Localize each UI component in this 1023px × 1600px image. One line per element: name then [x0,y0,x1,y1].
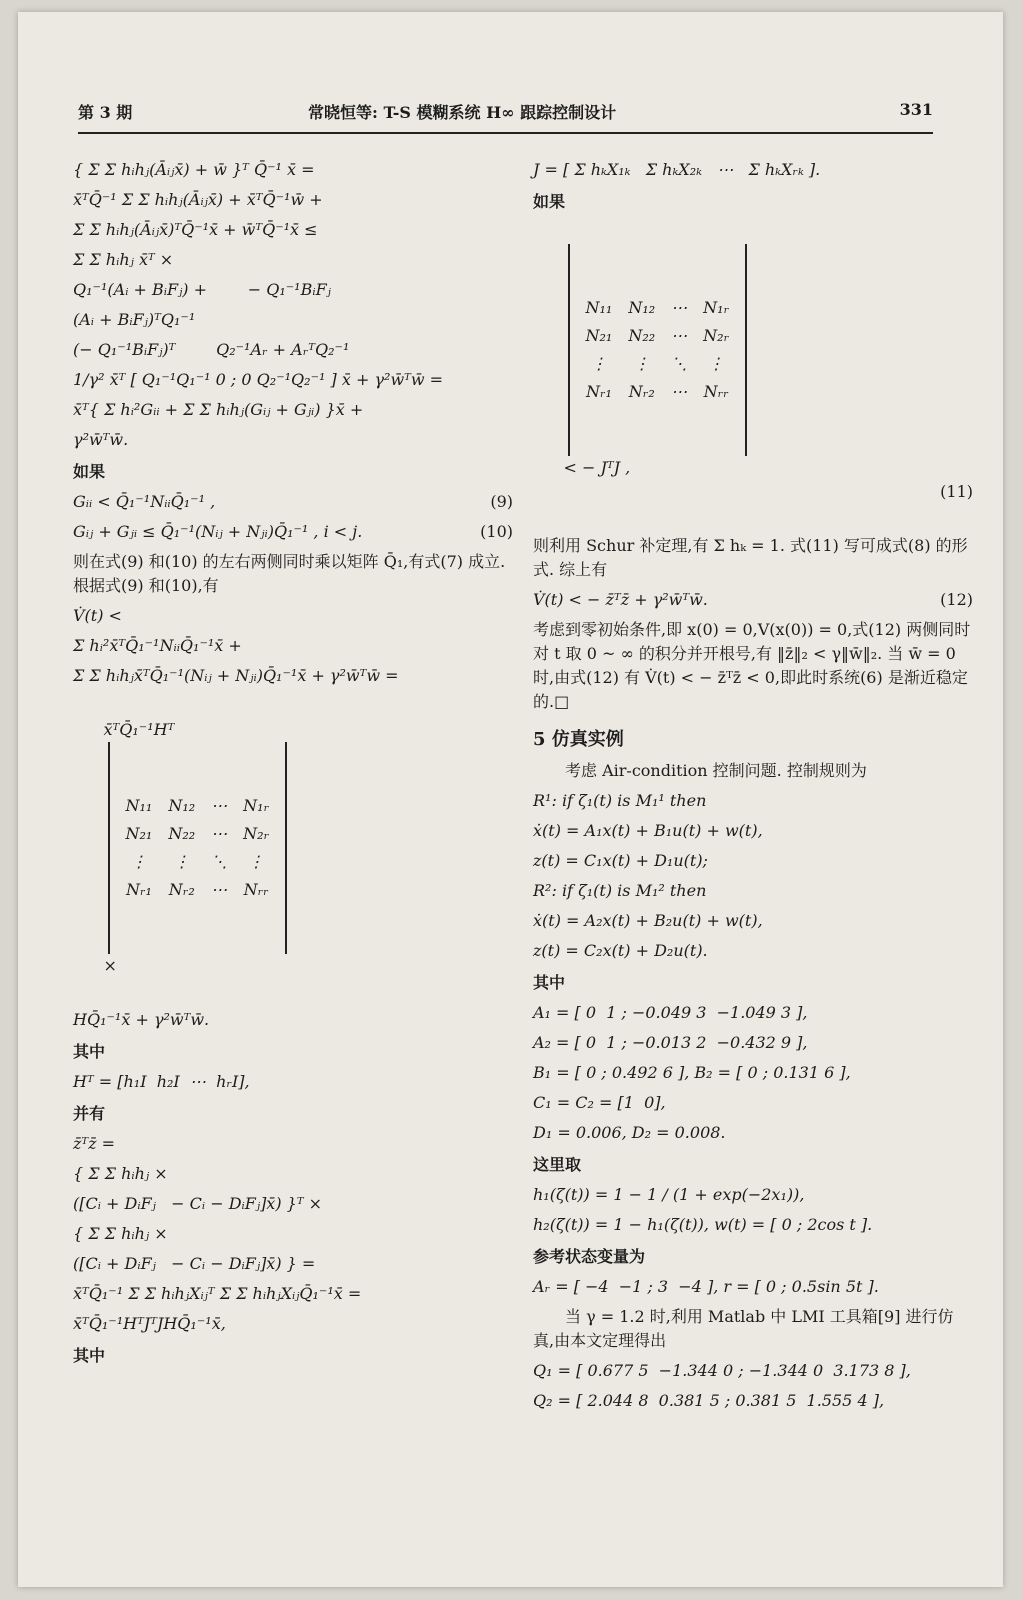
matrix-cell: N₁₁ [585,298,613,317]
ref-label: 参考状态变量为 [533,1247,646,1266]
equation: Hᵀ = [h₁I h₂I ⋯ hᵣI], [73,1072,250,1091]
equation-number: (12) [940,590,973,609]
equation-body: x̄ᵀQ̄₁⁻¹Hᵀ [103,720,175,739]
block-matrix-row: Q₁⁻¹(Aᵢ + BᵢFⱼ) + − Q₁⁻¹BᵢFⱼ [73,280,331,299]
equation: Σ Σ hᵢhⱼ x̄ᵀ × [73,250,174,269]
equation: γ²w̄ᵀw̄. [73,430,129,449]
rule-2: R²: if ζ₁(t) is M₁² then [533,881,707,900]
equation-9 [73,490,513,514]
equation: ẋ(t) = A₁x(t) + B₁u(t) + w(t), [533,821,763,840]
equation: Σ Σ hᵢhⱼx̄ᵀQ̄₁⁻¹(Nᵢⱼ + Nⱼᵢ)Q̄₁⁻¹x̄ + γ²w̄ᵀw̄ = [73,666,399,685]
equation: V̇(t) < [73,606,122,625]
values-d: D₁ = 0.006, D₂ = 0.008. [533,1123,726,1142]
equation: ([Cᵢ + DᵢFⱼ − Cᵢ − DᵢFⱼ]x̄) } = [73,1254,316,1273]
left-column [73,152,513,1372]
matrix-cell: ⋮ [248,852,265,871]
equation-12 [533,588,973,612]
equation: z̄ᵀz̄ = [73,1134,116,1153]
matrix-cell: N₂ᵣ [703,326,730,345]
section-heading: 5 仿真实例 [533,729,624,750]
block-matrix-row: (− Q₁⁻¹BᵢFⱼ)ᵀ Q₂⁻¹Aᵣ + AᵣᵀQ₂⁻¹ [73,340,350,359]
equation: 1/γ² x̄ᵀ [ Q₁⁻¹Q₁⁻¹ 0 ; 0 Q₂⁻¹Q₂⁻¹ ] x̄ + γ²w̄ᵀw̄ = [73,370,444,389]
issue-number: 第 3 期 [78,103,133,122]
matrix-cell: N₁₂ [168,796,196,815]
matrix-cell: N₂₂ [168,824,196,843]
matrix-c: C₁ = C₂ = [1 0], [533,1093,666,1112]
matrix-cell: ⋯ [211,824,228,843]
paragraph: 则在式(9) 和(10) 的左右两侧同时乘以矩阵 Q̄₁,有式(7) 成立. 根据式(9) 和(10),有 [73,552,506,595]
equation: z(t) = C₁x(t) + D₁u(t); [533,851,708,870]
matrix-b: B₁ = [ 0 ; 0.492 6 ], B₂ = [ 0 ; 0.131 6 ], [533,1063,851,1082]
equation: Σ Σ hᵢhⱼ(Āᵢⱼx̄)ᵀQ̄⁻¹x̄ + w̄ᵀQ̄⁻¹x̄ ≤ [73,220,318,239]
equation-h2: h₂(ζ(t)) = 1 − h₁(ζ(t)), w(t) = [ 0 ; 2cos t ]. [533,1215,873,1234]
equation-body: Gᵢⱼ + Gⱼᵢ ≤ Q̄₁⁻¹(Nᵢⱼ + Nⱼᵢ)Q̄₁⁻¹ , i < j. [73,522,363,541]
n-matrix [108,742,288,954]
right-column [533,152,973,1419]
equation: ẋ(t) = A₂x(t) + B₂u(t) + w(t), [533,911,763,930]
equation-with-matrix [73,694,513,1002]
matrix-a1: A₁ = [ 0 1 ; −0.049 3 −1.049 3 ], [533,1003,808,1022]
rule-1: R¹: if ζ₁(t) is M₁¹ then [533,791,707,810]
equation: x̄ᵀ{ Σ hᵢ²Gᵢᵢ + Σ Σ hᵢhⱼ(Gᵢⱼ + Gⱼᵢ) }x̄ + [73,400,364,419]
matrix-cell: N₁₂ [628,298,656,317]
paper-page [18,12,1003,1587]
block-matrix-row: (Aᵢ + BᵢFⱼ)ᵀQ₁⁻¹ [73,310,196,329]
times-sign: × [103,956,117,975]
matrix-cell: N₁ᵣ [703,298,730,317]
equation-j: J = [ Σ hₖX₁ₖ Σ hₖX₂ₖ ⋯ Σ hₖXᵣₖ ]. [533,160,821,179]
equation-number: (10) [480,522,513,541]
matrix-cell: ⋯ [211,880,228,899]
equation-body: V̇(t) < − z̄ᵀz̄ + γ²w̄ᵀw̄. [533,590,708,609]
matrix-cell: N₂₁ [585,326,613,345]
matrix-cell: ⋯ [671,326,688,345]
where-label: 其中 [73,1042,106,1061]
take-label: 这里取 [533,1155,582,1174]
paragraph: 考虑 Air-condition 控制问题. 控制规则为 [565,761,867,780]
running-header [78,92,933,134]
equation: { Σ Σ hᵢhⱼ(Āᵢⱼx̄) + w̄ }ᵀ Q̄⁻¹ x̄ = [73,160,315,179]
equation: ([Cᵢ + DᵢFⱼ − Cᵢ − DᵢFⱼ]x̄) }ᵀ × [73,1194,323,1213]
matrix-cell: ⋮ [633,354,650,373]
matrix-cell: Nᵣ₂ [628,382,655,401]
equation-11 [533,220,973,528]
paragraph: 则利用 Schur 补定理,有 Σ hₖ = 1. 式(11) 写可成式(8) 的形式. 综上有 [533,536,968,579]
matrix-cell: Nᵣ₁ [125,880,152,899]
matrix-cell: ⋱ [211,852,228,871]
equation: x̄ᵀQ̄⁻¹ Σ Σ hᵢhⱼ(Āᵢⱼx̄) + x̄ᵀQ̄⁻¹w̄ + [73,190,323,209]
matrix-cell: Nᵣ₂ [168,880,195,899]
matrix-a2: A₂ = [ 0 1 ; −0.013 2 −0.432 9 ], [533,1033,808,1052]
where-label: 其中 [73,1346,106,1365]
matrix-cell: Nᵣᵣ [703,382,729,401]
equation-body: < − JᵀJ , [563,458,631,477]
matrix-cell: N₁ᵣ [243,796,270,815]
paragraph: 考虑到零初始条件,即 x(0) = 0,V(x(0)) = 0,式(12) 两侧同时对 t 取 0 ~ ∞ 的积分并开根号,有 ‖z̄‖₂ < γ‖w̄‖₂. 当 w̄ = 0 时,由式(12) 有 V̇(t) < − z̄ᵀz̄ < 0,即此时系统(6) 是渐近稳定的.□ [533,620,971,711]
if-label: 如果 [73,462,106,481]
matrix-cell: ⋯ [671,382,688,401]
equation: z(t) = C₂x(t) + D₂u(t). [533,941,708,960]
and-label: 并有 [73,1104,106,1123]
matrix-q1: Q₁ = [ 0.677 5 −1.344 0 ; −1.344 0 3.173 8 ], [533,1361,911,1380]
matrix-cell: Nᵣᵣ [243,880,269,899]
equation: Σ hᵢ²x̄ᵀQ̄₁⁻¹NᵢᵢQ̄₁⁻¹x̄ + [73,636,242,655]
matrix-cell: N₂₂ [628,326,656,345]
matrix-cell: N₂₁ [125,824,153,843]
equation: { Σ Σ hᵢhⱼ × [73,1224,168,1243]
equation: x̄ᵀQ̄₁⁻¹HᵀJᵀJHQ̄₁⁻¹x̄, [73,1314,226,1333]
paragraph: 当 γ = 1.2 时,利用 Matlab 中 LMI 工具箱[9] 进行仿真,由本文定理得出 [533,1307,954,1350]
matrix-ar: Aᵣ = [ −4 −1 ; 3 −4 ], r = [ 0 ; 0.5sin 5t ]. [533,1277,879,1296]
equation-number: (11) [940,482,973,501]
equation-10 [73,520,513,544]
matrix-cell: ⋯ [211,796,228,815]
running-title: 常晓恒等: T-S 模糊系统 H∞ 跟踪控制设计 [308,103,617,122]
where-label: 其中 [533,973,566,992]
if-label: 如果 [533,192,566,211]
equation-number: (9) [490,492,513,511]
page-number: 331 [899,100,933,119]
matrix-cell: Nᵣ₁ [585,382,612,401]
matrix-cell: N₂ᵣ [243,824,270,843]
matrix-cell: N₁₁ [125,796,153,815]
matrix-cell: ⋮ [590,354,607,373]
equation-h1: h₁(ζ(t)) = 1 − 1 / (1 + exp(−2x₁)), [533,1185,805,1204]
matrix-cell: ⋮ [130,852,147,871]
matrix-cell: ⋱ [671,354,688,373]
n-matrix [568,244,748,456]
matrix-cell: ⋮ [708,354,725,373]
matrix-cell: ⋮ [173,852,190,871]
matrix-cell: ⋯ [671,298,688,317]
equation-body: Gᵢᵢ < Q̄₁⁻¹NᵢᵢQ̄₁⁻¹ , [73,492,216,511]
equation: HQ̄₁⁻¹x̄ + γ²w̄ᵀw̄. [73,1010,210,1029]
matrix-q2: Q₂ = [ 2.044 8 0.381 5 ; 0.381 5 1.555 4 ], [533,1391,885,1410]
equation: { Σ Σ hᵢhⱼ × [73,1164,168,1183]
equation: x̄ᵀQ̄₁⁻¹ Σ Σ hᵢhⱼXᵢⱼᵀ Σ Σ hᵢhⱼXᵢⱼQ̄₁⁻¹x̄ = [73,1284,362,1303]
